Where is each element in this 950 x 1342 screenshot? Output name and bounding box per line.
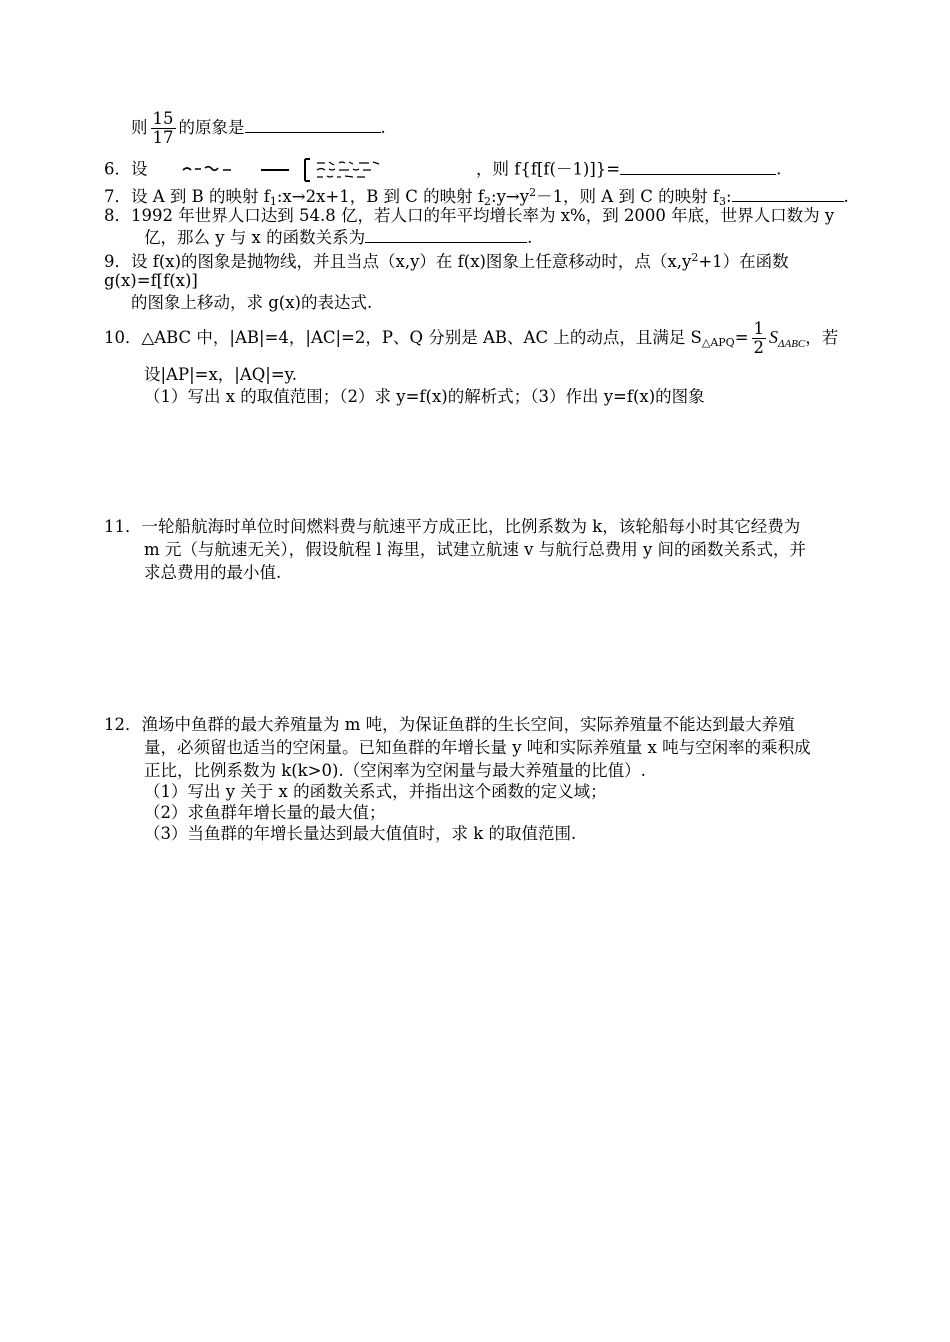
q10-line1-text-c: ，若 <box>805 328 839 347</box>
q10-fraction-numerator: 1 <box>753 319 765 338</box>
q8-line1-text: 1992 年世界人口达到 54.8 亿，若人口的年平均增长率为 x%，到 2000 年底，世界人口数为 y <box>131 206 835 225</box>
q11-line-2 <box>144 539 806 561</box>
q10-area-subscript: ΔABC <box>778 338 806 350</box>
q10-line3-text: （1）写出 x 的取值范围；（2）求 y=f(x)的解析式；（3）作出 y=f(x)的图象 <box>144 387 705 406</box>
q7-sub2: 2 <box>484 195 492 208</box>
q5-fraction-numerator: 15 <box>152 109 174 128</box>
q7-text-b: :x→2x+1，B 到 C 的映射 f <box>276 187 485 206</box>
q9-line2-text: g(x)=f[f(x)] <box>104 271 198 290</box>
q11-line3-text: 求总费用的最小值. <box>144 563 282 582</box>
q5-pre-text: 则 <box>131 118 148 137</box>
q12-line4-text: （1）写出 y 关于 x 的函数关系式，并指出这个函数的定义域； <box>144 782 607 801</box>
q11-number: 11． <box>104 517 142 536</box>
q11-line2-text: m 元（与航速无关），假设航程 l 海里，试建立航速 v 与航行总费用 y 间的函数关系式，并 <box>144 540 807 559</box>
q7-sub3: 3 <box>718 195 726 208</box>
q10-area-symbol: S <box>769 327 779 347</box>
q7-text-c: :y→y <box>491 187 530 206</box>
q9-line3-text: 的图象上移动，求 g(x)的表达式. <box>131 293 373 312</box>
q7-sup: 2 <box>529 186 537 199</box>
q7-sub1: 1 <box>269 195 277 208</box>
q6-number: 6． <box>104 159 131 179</box>
q10-line-1 <box>104 320 838 357</box>
q9-line1-text-b: +1）在函数 <box>698 252 789 271</box>
q5-fraction <box>151 110 176 147</box>
q10-line-2 <box>144 364 297 386</box>
q6-garbled-formula-image <box>153 156 471 184</box>
q12-number: 12． <box>104 715 142 734</box>
q9-line-1 <box>104 247 789 273</box>
q7-answer-blank <box>732 187 844 202</box>
q12-line-6 <box>144 823 576 845</box>
q7-text-a: 设 A 到 B 的映射 f <box>131 187 270 206</box>
q12-line5-text: （2）求鱼群年增长量的最大值； <box>144 803 386 822</box>
q11-line-1 <box>104 516 800 538</box>
q7-text-d: －1，则 A 到 C 的映射 f <box>536 187 719 206</box>
q9-line-3 <box>131 292 372 314</box>
q11-line-3 <box>144 562 281 584</box>
q5-tail-line <box>131 110 386 147</box>
q10-line-3 <box>144 386 705 408</box>
q6-post-text: ，则 f{f[f(－1)]}= <box>476 159 621 179</box>
q9-line1-sup: 2 <box>691 251 699 264</box>
q12-line1-text: 渔场中鱼群的最大养殖量为 m 吨，为保证鱼群的生长空间，实际养殖量不能达到最大养殖 <box>141 715 795 734</box>
q5-fraction-denominator: 17 <box>152 128 174 147</box>
q10-line2-text: 设|AP|=x，|AQ|=y. <box>144 365 298 384</box>
q5-post-text: 的原象是 <box>178 118 245 137</box>
q12-line2-text: 量，必须留也适当的空闲量。已知鱼群的年增长量 y 吨和实际养殖量 x 吨与空闲率的乘积成 <box>144 738 811 757</box>
q7-text-e: : <box>725 187 732 206</box>
q6-pre-text: 设 <box>131 159 148 179</box>
q7-number: 7． <box>104 187 131 206</box>
q11-line1-text: 一轮船航海时单位时间燃料费与航速平方成正比，比例系数为 k，该轮船每小时其它经费为 <box>141 517 801 536</box>
q8-answer-blank <box>365 228 527 243</box>
q6-end-period: . <box>776 159 782 179</box>
q12-line-4 <box>144 781 607 803</box>
q9-line-2 <box>104 270 198 292</box>
q10-fraction-denominator: 2 <box>753 338 765 357</box>
q12-line-2 <box>144 737 811 759</box>
q8-number: 8． <box>104 206 131 225</box>
q6-line <box>104 156 781 184</box>
q5-end-period: . <box>380 118 386 137</box>
q10-fraction <box>752 320 767 357</box>
q12-line-1 <box>104 714 795 736</box>
q12-line3-text: 正比，比例系数为 k(k>0).（空闲率为空闲量与最大养殖量的比值）. <box>144 761 646 780</box>
q8-line-2 <box>144 227 532 249</box>
q10-line1-text-b: = <box>734 328 749 347</box>
q7-end-period: . <box>843 187 849 206</box>
q9-number: 9． <box>104 252 131 271</box>
q9-line1-text-a: 设 f(x)的图象是抛物线，并且当点（x,y）在 f(x)图象上任意移动时，点（x,y <box>131 252 692 271</box>
q8-end-period: . <box>527 228 533 247</box>
q12-line-3 <box>144 760 646 782</box>
q12-line6-text: （3）当鱼群的年增长量达到最大值值时，求 k 的取值范围. <box>144 824 577 843</box>
q5-answer-blank <box>245 118 381 133</box>
q10-number: 10． <box>104 328 142 347</box>
q8-line2-text: 亿，那么 y 与 x 的函数关系为 <box>144 228 366 247</box>
q12-line-5 <box>144 802 386 824</box>
q6-answer-blank <box>620 160 776 175</box>
q8-line-1 <box>104 205 834 227</box>
q10-line1-sub: △APQ <box>701 336 735 349</box>
q10-line1-text-a: △ABC 中，|AB|=4，|AC|=2，P、Q 分别是 AB、AC 上的动点，且满足 S <box>141 328 702 347</box>
